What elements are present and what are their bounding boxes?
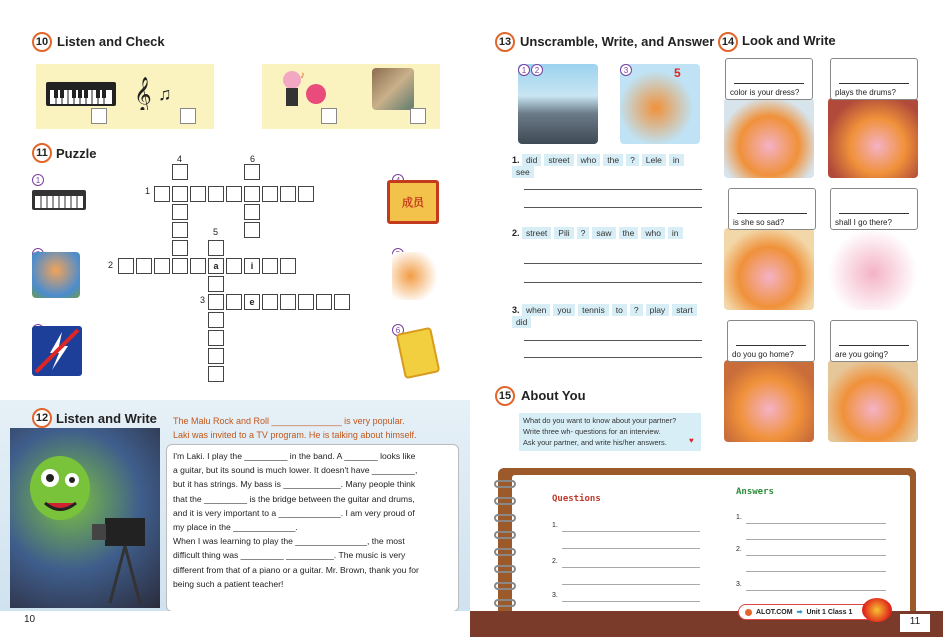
- story-line: but it has strings. My bass is ____________. Many people think: [173, 479, 416, 490]
- crossword-cell[interactable]: [172, 258, 188, 274]
- crossword-cell[interactable]: [262, 258, 278, 274]
- question-number: 1.: [512, 155, 520, 165]
- section-number: 15: [495, 386, 515, 406]
- crossword-cell[interactable]: [244, 186, 260, 202]
- pic-label: 2: [531, 64, 543, 76]
- crossword-cell[interactable]: [154, 258, 170, 274]
- crossword-cell[interactable]: [208, 312, 224, 328]
- intro-line: Laki was invited to a TV program. He is talking about himself.: [173, 430, 417, 440]
- section-title: Puzzle: [56, 146, 97, 161]
- crossword-cell[interactable]: [280, 294, 296, 310]
- intro-line: The Malu Rock and Roll ______________ is very popular.: [173, 416, 405, 426]
- crossword-cell[interactable]: [226, 258, 242, 274]
- page-number-left: 10: [24, 614, 36, 625]
- spiral-ring-icon: [494, 497, 516, 505]
- bubble-text: is she so sad?: [733, 218, 785, 227]
- look-write-image-1: [724, 98, 814, 178]
- answer-write-line[interactable]: [746, 523, 886, 524]
- section-title: Unscramble, Write, and Answer: [520, 34, 715, 49]
- section-number: 12: [32, 408, 52, 428]
- question-write-line[interactable]: [562, 531, 700, 532]
- answer-line[interactable]: [524, 207, 702, 208]
- question-write-line[interactable]: [562, 567, 700, 568]
- grid-number: 1: [145, 186, 151, 196]
- spiral-ring-icon: [494, 599, 516, 607]
- crossword-cell[interactable]: [172, 240, 188, 256]
- crossword-cell[interactable]: [172, 164, 188, 180]
- heart-icon: ♥: [689, 436, 694, 445]
- story-line: difficult thing was _________ __________. The music is very: [173, 550, 406, 561]
- crossword-cell[interactable]: [172, 186, 188, 202]
- unit-badge[interactable]: [738, 604, 878, 620]
- scrambled-word: street: [544, 154, 573, 166]
- crossword-cell[interactable]: [190, 258, 206, 274]
- mascot-icon: [862, 598, 892, 622]
- a-number: 3.: [736, 581, 742, 588]
- scrambled-word: play: [646, 304, 670, 316]
- crossword-cell[interactable]: [208, 240, 224, 256]
- crossword-cell[interactable]: i: [244, 258, 260, 274]
- answer-write-line[interactable]: [746, 571, 886, 572]
- sign-text: 成员: [402, 197, 424, 209]
- grid-number: 3: [200, 295, 206, 305]
- clue-number: 6: [392, 324, 404, 336]
- story-line: that the _________ is the bridge between the guitar and drums,: [173, 493, 415, 504]
- check-box-singer[interactable]: [321, 108, 337, 124]
- question-write-line[interactable]: [562, 584, 700, 585]
- crossword-cell[interactable]: [208, 330, 224, 346]
- speech-bubble: [728, 188, 816, 230]
- tiger-street-clue-image: [32, 252, 80, 298]
- speech-bubble: [830, 188, 918, 230]
- scrambled-word: did: [512, 316, 531, 328]
- bubble-text: color is your dress?: [730, 88, 800, 97]
- listen-check-panel-2: [262, 64, 440, 129]
- scrambled-word: when: [522, 304, 550, 316]
- scrambled-word: tennis: [578, 304, 609, 316]
- story-line: and it is very important to a _____________. I am very proud of: [173, 507, 415, 518]
- question-number: 3.: [512, 305, 520, 315]
- crossword-cell[interactable]: [118, 258, 134, 274]
- answer-line[interactable]: [524, 282, 702, 283]
- answer-line[interactable]: [524, 189, 702, 190]
- scrambled-word: who: [641, 227, 665, 239]
- story-line: being such a patient teacher!: [173, 578, 284, 589]
- speech-bubble: [725, 58, 813, 100]
- q-number: 2.: [552, 558, 558, 565]
- spiral-ring-icon: [494, 480, 516, 488]
- scrambled-word: Lele: [642, 154, 666, 166]
- instruction-line: Ask your partner, and write his/her answers.: [523, 438, 667, 447]
- question-write-line[interactable]: [562, 548, 700, 549]
- section-title: Look and Write: [742, 33, 836, 48]
- grid-number: 5: [213, 227, 219, 237]
- question-1: [512, 154, 702, 178]
- q-number: 3.: [552, 592, 558, 599]
- pic-number: 5: [674, 66, 681, 80]
- check-box-band[interactable]: [410, 108, 426, 124]
- piano-keyboard-image: [46, 82, 116, 106]
- keyboard-clue-image: [32, 188, 86, 214]
- unit-text: Unit 1 Class 1: [806, 608, 853, 616]
- spiral-ring-icon: [494, 582, 516, 590]
- question-3: [512, 304, 712, 328]
- crossword-cell[interactable]: [244, 222, 260, 238]
- member-sign-clue-image: [387, 180, 439, 224]
- grid-number: 2: [108, 260, 114, 270]
- pic-label: 3: [620, 64, 632, 76]
- story-line: a guitar, but its sound is much lower. It doesn't have _________,: [173, 465, 418, 476]
- crossword-cell[interactable]: [316, 294, 332, 310]
- crossword-cell[interactable]: [262, 294, 278, 310]
- crossword-cell[interactable]: [226, 294, 242, 310]
- bubble-text: do you go home?: [732, 350, 794, 359]
- crossword-cell[interactable]: [208, 366, 224, 382]
- write-line[interactable]: [734, 83, 804, 84]
- spiral-ring-icon: [494, 548, 516, 556]
- scrambled-word: who: [577, 154, 601, 166]
- cats-clue-image: [392, 252, 438, 300]
- answer-line[interactable]: [524, 263, 702, 264]
- scrambled-word: ?: [577, 227, 590, 239]
- write-line[interactable]: [839, 213, 909, 214]
- listen-check-panel-1: [36, 64, 214, 129]
- clue-number: 1: [32, 174, 44, 186]
- crossword-cell[interactable]: [208, 294, 224, 310]
- look-write-image-4: [828, 228, 918, 310]
- brand-text: ALOT.COM: [756, 608, 793, 616]
- scrambled-word: did: [522, 154, 541, 166]
- question-2: [512, 227, 702, 239]
- section-number: 10: [32, 32, 52, 52]
- question-number: 2.: [512, 228, 520, 238]
- street-scene-image: [518, 64, 598, 144]
- crossword-cell[interactable]: [208, 348, 224, 364]
- story-text-box: [166, 444, 459, 612]
- page-number-right: 11: [900, 614, 930, 632]
- crossword-cell[interactable]: [280, 186, 296, 202]
- section-title: Listen and Check: [57, 34, 165, 49]
- check-box-piano[interactable]: [91, 108, 107, 124]
- q-number: 1.: [552, 522, 558, 529]
- question-write-line[interactable]: [562, 601, 700, 602]
- scrambled-word: ?: [630, 304, 643, 316]
- write-line[interactable]: [839, 83, 909, 84]
- scrambled-word: you: [553, 304, 575, 316]
- spiral-ring-icon: [494, 565, 516, 573]
- crossword-cell[interactable]: a: [208, 258, 224, 274]
- crossword-cell[interactable]: [136, 258, 152, 274]
- crossword-cell[interactable]: [172, 204, 188, 220]
- grid-number: 6: [250, 154, 256, 164]
- look-write-image-3: [724, 228, 814, 310]
- scrambled-word: saw: [592, 227, 615, 239]
- crossword-cell[interactable]: [208, 186, 224, 202]
- left-page-bottom: [0, 611, 470, 637]
- crossword-cell[interactable]: [280, 258, 296, 274]
- story-line: When I was learning to play the _______________, the most: [173, 536, 405, 547]
- music-notes-image: [134, 74, 184, 110]
- a-number: 2.: [736, 546, 742, 553]
- camera-icon: [10, 428, 160, 608]
- crossword-cell[interactable]: [298, 186, 314, 202]
- speech-bubble: [830, 58, 918, 100]
- section-number: 13: [495, 32, 515, 52]
- scrambled-word: the: [619, 227, 639, 239]
- book-clue-image: [396, 327, 441, 379]
- arrow-icon: ➡: [796, 609, 803, 616]
- scrambled-word: Pili: [554, 227, 573, 239]
- spiral-ring-icon: [494, 514, 516, 522]
- monster-camera-image: [10, 428, 160, 608]
- dot-icon: [745, 609, 752, 616]
- crossword-cell[interactable]: [208, 276, 224, 292]
- answer-line[interactable]: [524, 357, 702, 358]
- crossword-cell[interactable]: [298, 294, 314, 310]
- speech-bubble: [830, 320, 918, 362]
- answer-write-line[interactable]: [746, 555, 886, 556]
- section-title: Listen and Write: [56, 411, 157, 426]
- scrambled-word: ?: [626, 154, 639, 166]
- story-line: I'm Laki. I play the _________ in the band. A _______ looks like: [173, 451, 416, 461]
- svg-text:♪: ♪: [300, 70, 305, 81]
- instruction-line: What do you want to know about your partner?: [523, 416, 677, 425]
- crossword-cell[interactable]: [154, 186, 170, 202]
- section-number: 14: [718, 32, 738, 52]
- answer-write-line[interactable]: [746, 590, 886, 591]
- svg-text:𝄞: 𝄞: [134, 78, 152, 110]
- section-number: 11: [32, 143, 52, 163]
- scrambled-word: in: [668, 227, 683, 239]
- scrambled-word: see: [512, 166, 534, 178]
- raccoon-tennis-image: [620, 64, 700, 144]
- answer-write-line[interactable]: [746, 539, 886, 540]
- a-number: 1.: [736, 514, 742, 521]
- about-you-instructions: [519, 413, 701, 451]
- crossword-cell[interactable]: [226, 186, 242, 202]
- scrambled-word: to: [612, 304, 627, 316]
- grid-number: 4: [177, 154, 183, 164]
- crossword-cell[interactable]: [244, 164, 260, 180]
- questions-label: Questions: [552, 494, 601, 504]
- svg-text:♫: ♫: [158, 84, 172, 104]
- look-write-image-5: [724, 360, 814, 442]
- scrambled-word: in: [669, 154, 684, 166]
- bubble-text: are you going?: [835, 350, 888, 359]
- crossword-cell[interactable]: [262, 186, 278, 202]
- scrambled-word: street: [522, 227, 551, 239]
- spiral-ring-icon: [494, 531, 516, 539]
- bubble-text: shall I go there?: [835, 218, 892, 227]
- no-electricity-clue-image: [32, 326, 82, 376]
- story-line: different from that of a piano or a guitar. Mr. Brown, thank you for: [173, 564, 419, 575]
- scrambled-word: start: [672, 304, 697, 316]
- s12-intro: [173, 414, 416, 442]
- instruction-line: Write three wh- questions for an interview.: [523, 427, 661, 436]
- crossword-cell[interactable]: [172, 222, 188, 238]
- crossword-cell[interactable]: [244, 204, 260, 220]
- answers-label: Answers: [736, 487, 774, 497]
- answer-line[interactable]: [524, 340, 702, 341]
- pic-label: 1: [518, 64, 530, 76]
- look-write-image-2: [828, 98, 918, 178]
- band-photo-image: [372, 68, 414, 110]
- check-box-notes[interactable]: [180, 108, 196, 124]
- crossword-cell[interactable]: [190, 186, 206, 202]
- section-title: About You: [521, 388, 586, 403]
- write-line[interactable]: [839, 345, 909, 346]
- crossword-cell[interactable]: [334, 294, 350, 310]
- write-line[interactable]: [736, 345, 806, 346]
- speech-bubble: [727, 320, 815, 362]
- crossword-cell[interactable]: e: [244, 294, 260, 310]
- story-line: my place in the _____________.: [173, 522, 298, 533]
- look-write-image-6: [828, 360, 918, 442]
- scrambled-word: the: [603, 154, 623, 166]
- write-line[interactable]: [737, 213, 807, 214]
- singer-character-image: [274, 68, 334, 112]
- bubble-text: plays the drums?: [835, 88, 896, 97]
